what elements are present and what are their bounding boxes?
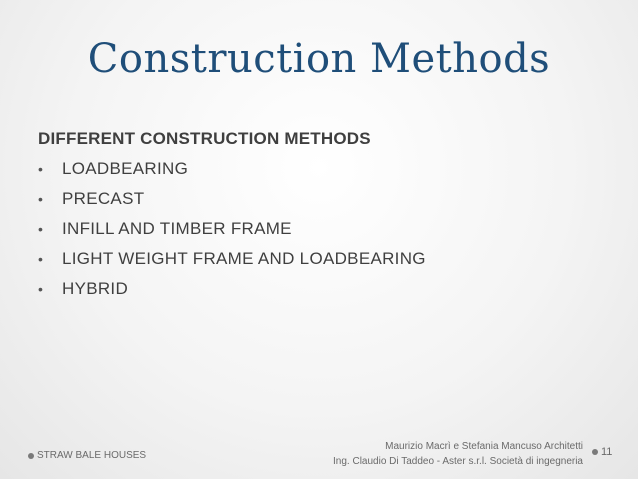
list-item [38,218,618,248]
bullet-dot-icon: • [38,221,44,237]
list-item-label: INFILL AND TIMBER FRAME [62,219,292,238]
page-number-area [592,446,612,458]
list-item [38,248,618,278]
footer-credits [333,439,583,469]
slide-content [38,128,618,308]
footer-left [28,450,146,461]
footer-dot-icon [28,453,34,459]
footer-credits-line-1: Maurizio Macrì e Stefania Mancuso Architetti [385,441,583,452]
slide-title: Construction Methods [87,36,551,82]
list-item-label: LOADBEARING [62,159,189,178]
bullet-dot-icon: • [38,191,44,207]
footer-project-title: STRAW BALE HOUSES [37,450,147,461]
bullet-dot-icon: • [38,161,44,177]
page-number: 11 [601,446,613,458]
content-subheading: DIFFERENT CONSTRUCTION METHODS [38,129,371,148]
list-item-label: HYBRID [62,279,129,298]
footer-dot-icon [592,449,598,455]
bullet-dot-icon: • [38,251,44,267]
footer-credits-line-2: Ing. Claudio Di Taddeo - Aster s.r.l. Società di ingegneria [333,456,583,467]
list-item [38,188,618,218]
bullet-list [38,158,618,308]
list-item-label: PRECAST [62,189,145,208]
list-item [38,278,618,308]
list-item-label: LIGHT WEIGHT FRAME AND LOADBEARING [62,249,426,268]
bullet-dot-icon: • [38,281,44,297]
list-item [38,158,618,188]
